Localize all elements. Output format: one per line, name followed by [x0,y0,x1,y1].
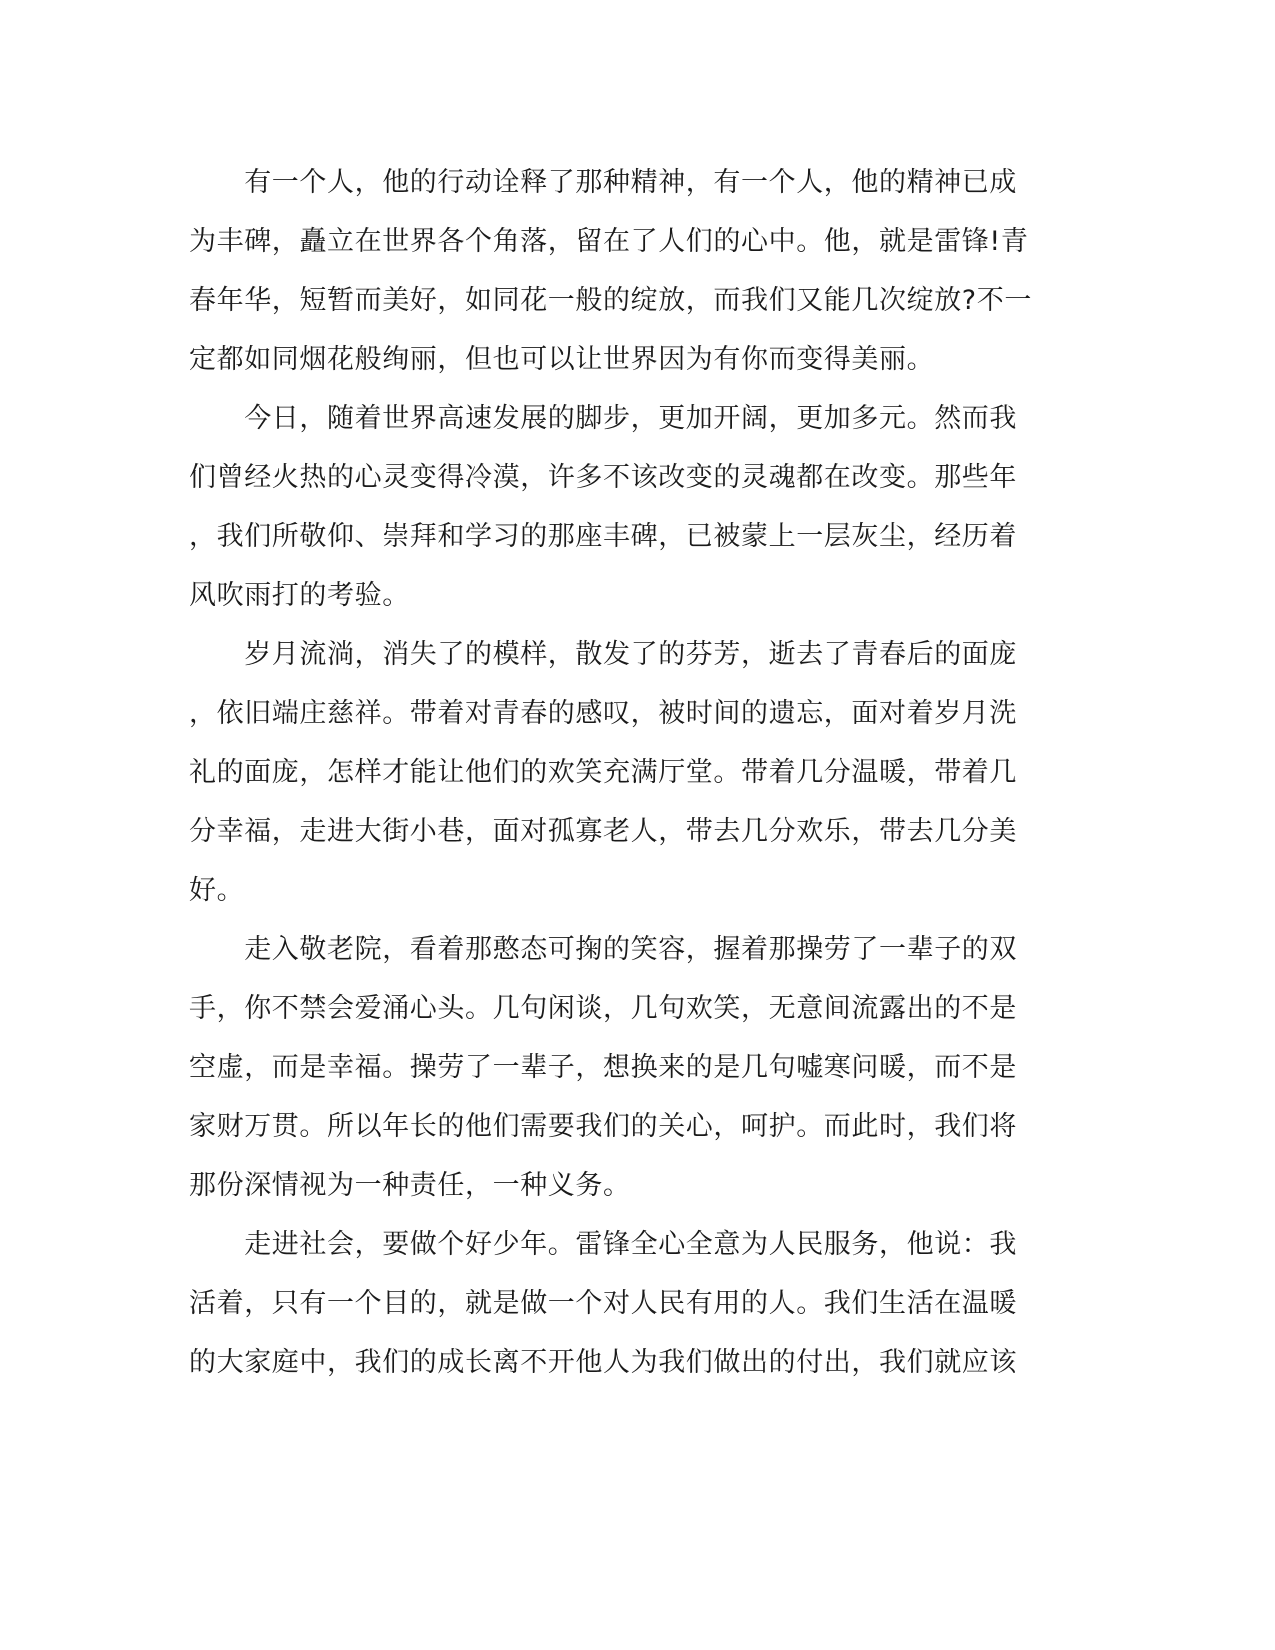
text-line: 风吹雨打的考验。 [189,580,410,611]
text-line: ，依旧端庄慈祥。带着对青春的感叹，被时间的遗忘，面对着岁月洗 [189,698,1017,729]
text-line: 空虚，而是幸福。操劳了一辈子，想换来的是几句嘘寒问暖，而不是 [189,1052,1017,1083]
text-line: 活着，只有一个目的，就是做一个对人民有用的人。我们生活在温暖 [189,1288,1017,1319]
text-line: 好。 [189,875,245,906]
text-line: 家财万贯。所以年长的他们需要我们的关心，呵护。而此时，我们将 [189,1111,1017,1142]
text-line: 们曾经火热的心灵变得冷漠，许多不该改变的灵魂都在改变。那些年 [189,462,1017,493]
text-line: 今日，随着世界高速发展的脚步，更加开阔，更加多元。然而我 [189,403,1017,434]
text-line: 那份深情视为一种责任，一种义务。 [189,1170,631,1201]
text-line: 为丰碑，矗立在世界各个角落，留在了人们的心中。他，就是雷锋!青 [189,226,1029,257]
text-line: 走进社会，要做个好少年。雷锋全心全意为人民服务，他说：我 [189,1229,1017,1260]
text-line: 春年华，短暂而美好，如同花一般的绽放，而我们又能几次绽放?不一 [189,285,1032,316]
text-line: 走入敬老院，看着那憨态可掬的笑容，握着那操劳了一辈子的双 [189,934,1017,965]
text-line: 岁月流淌，消失了的模样，散发了的芬芳，逝去了青春后的面庞 [189,639,1017,670]
text-line: 有一个人，他的行动诠释了那种精神，有一个人，他的精神已成 [189,167,1017,198]
text-line: 定都如同烟花般绚丽，但也可以让世界因为有你而变得美丽。 [189,344,935,375]
text-line: 礼的面庞，怎样才能让他们的欢笑充满厅堂。带着几分温暖，带着几 [189,757,1017,788]
text-line: 手，你不禁会爱涌心头。几句闲谈，几句欢笑，无意间流露出的不是 [189,993,1017,1024]
text-line: 的大家庭中，我们的成长离不开他人为我们做出的付出，我们就应该 [189,1347,1017,1378]
text-line: ，我们所敬仰、崇拜和学习的那座丰碑，已被蒙上一层灰尘，经历着 [189,521,1017,552]
text-line: 分幸福，走进大街小巷，面对孤寡老人，带去几分欢乐，带去几分美 [189,816,1017,847]
